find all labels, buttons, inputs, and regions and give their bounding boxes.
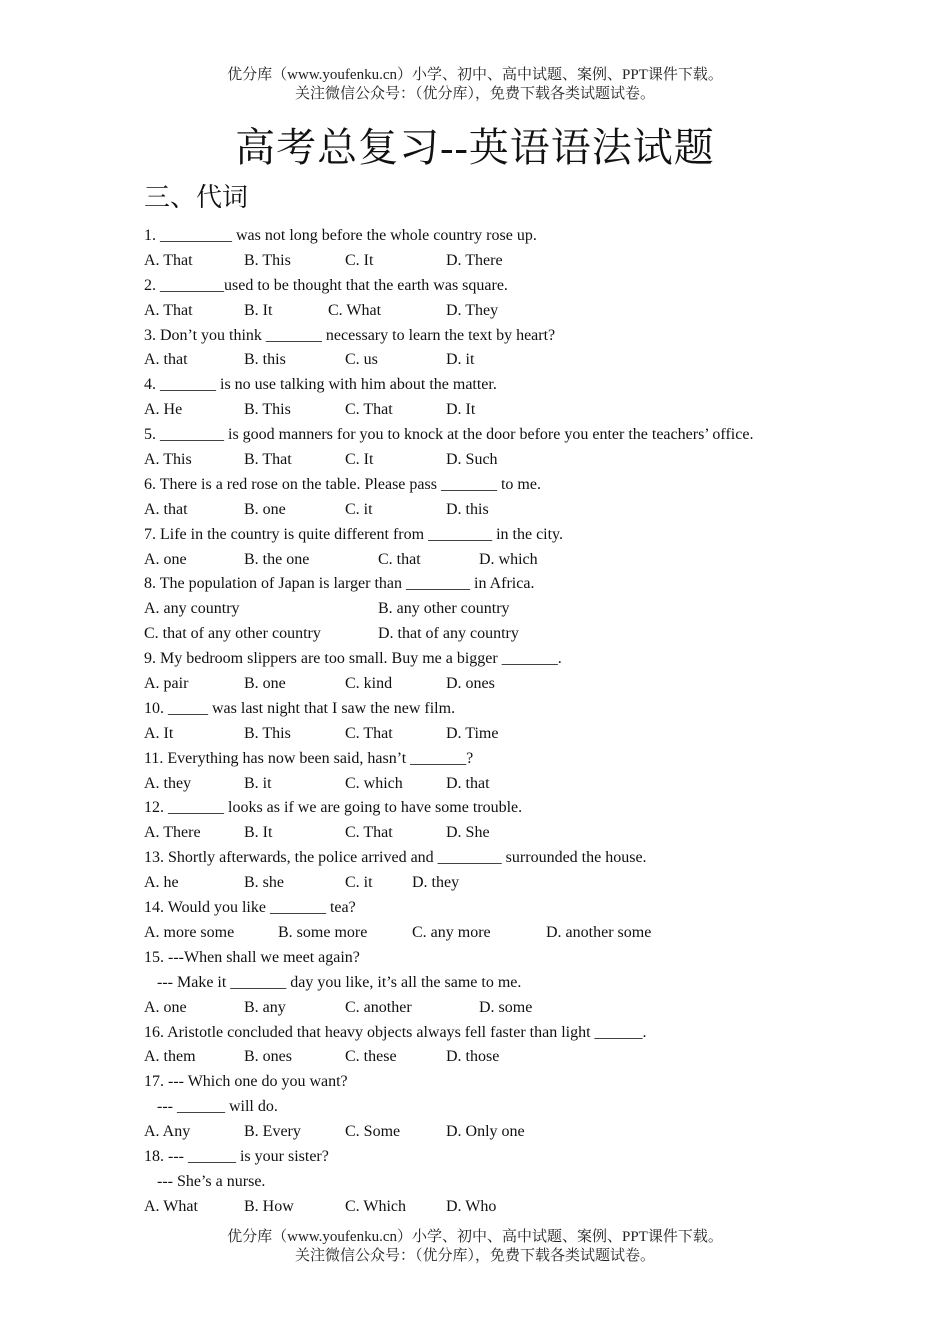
question-text: 16. Aristotle concluded that heavy objects always fell faster than light ______.	[144, 1023, 647, 1041]
answer-option: D. some	[479, 998, 533, 1016]
options-row	[144, 996, 910, 1021]
answer-option: B. any other country	[378, 600, 510, 618]
answer-option: B. It	[244, 824, 273, 842]
answer-option: C. It	[345, 451, 374, 469]
options-row	[144, 672, 910, 697]
answer-option: D. Only one	[446, 1123, 525, 1141]
answer-option: B. any	[244, 998, 286, 1016]
answer-option: B. This	[244, 724, 291, 742]
question-text: 15. ---When shall we meet again?	[144, 948, 360, 966]
options-row	[144, 597, 910, 622]
header-line-1: 优分库（www.youfenku.cn）小学、初中、高中试题、案例、PPT课件下载。	[227, 67, 723, 83]
answer-option: A. one	[144, 998, 187, 1016]
options-row	[144, 398, 910, 423]
answer-option: B. That	[244, 451, 292, 469]
options-row	[144, 1045, 910, 1070]
answer-option: D. it	[446, 351, 475, 369]
answer-option: D. another some	[546, 923, 652, 941]
question-text: 11. Everything has now been said, hasn’t _______?	[144, 749, 474, 767]
options-row	[144, 448, 910, 473]
answer-option: D. She	[446, 824, 490, 842]
options-row	[144, 1120, 910, 1145]
question-text: 7. Life in the country is quite different from ________ in the city.	[144, 525, 564, 543]
options-row	[144, 772, 910, 797]
answer-option: D. Time	[446, 724, 499, 742]
answer-option: A. What	[144, 1197, 198, 1215]
answer-option: A. pair	[144, 675, 189, 693]
answer-option: A. He	[144, 401, 183, 419]
answer-option: C. it	[345, 500, 373, 518]
answer-option: C. any more	[412, 923, 491, 941]
options-row	[144, 299, 910, 324]
answer-option: B. it	[244, 774, 272, 792]
section-heading: 三、代词	[144, 183, 249, 212]
options-row	[144, 821, 910, 846]
question-text: 14. Would you like _______ tea?	[144, 899, 356, 917]
answer-option: C. kind	[345, 675, 393, 693]
options-row	[144, 249, 910, 274]
answer-option: C. which	[345, 774, 403, 792]
answer-option: D. which	[479, 550, 538, 568]
answer-option: C. That	[345, 401, 393, 419]
question-text: 3. Don’t you think _______ necessary to learn the text by heart?	[144, 326, 556, 344]
question-list	[144, 224, 910, 1220]
answer-option: D. Such	[446, 451, 498, 469]
answer-option: D. They	[446, 301, 499, 319]
question-dialogue-line: --- She’s a nurse.	[157, 1172, 266, 1190]
document-title: 高考总复习--英语语法试题	[235, 125, 715, 170]
question-text: 4. _______ is no use talking with him about the matter.	[144, 376, 497, 394]
answer-option: B. the one	[244, 550, 310, 568]
question-text: 9. My bedroom slippers are too small. Buy me a bigger _______.	[144, 650, 562, 668]
answer-option: C. That	[345, 824, 393, 842]
answer-option: D. they	[412, 874, 460, 892]
answer-option: A. that	[144, 351, 188, 369]
options-row	[144, 548, 910, 573]
answer-option: B. This	[244, 251, 291, 269]
options-row	[144, 348, 910, 373]
answer-option: C. It	[345, 251, 374, 269]
answer-option: B. she	[244, 874, 284, 892]
answer-option: A. he	[144, 874, 179, 892]
question-text: 6. There is a red rose on the table. Please pass _______ to me.	[144, 475, 541, 493]
answer-option: C. What	[328, 301, 382, 319]
answer-option: A. It	[144, 724, 174, 742]
answer-option: C. that	[378, 550, 421, 568]
page-header	[0, 66, 950, 104]
question-text: 12. _______ looks as if we are going to have some trouble.	[144, 799, 523, 817]
header-line-2: 关注微信公众号：（优分库），免费下载各类试题试卷。	[294, 86, 655, 102]
answer-option: B. one	[244, 675, 286, 693]
answer-option: C. another	[345, 998, 412, 1016]
answer-option: A. more some	[144, 923, 235, 941]
answer-option: A. That	[144, 301, 193, 319]
answer-option: A. There	[144, 824, 201, 842]
answer-option: A. This	[144, 451, 192, 469]
options-row	[144, 871, 910, 896]
answer-option: C. that of any other country	[144, 625, 321, 643]
answer-option: A. any country	[144, 600, 240, 618]
answer-option: A. one	[144, 550, 187, 568]
question-text: 18. --- ______ is your sister?	[144, 1147, 329, 1165]
answer-option: D. that of any country	[378, 625, 519, 643]
answer-option: A. them	[144, 1048, 196, 1066]
options-row	[144, 1195, 910, 1220]
footer-line-1: 优分库（www.youfenku.cn）小学、初中、高中试题、案例、PPT课件下载。	[227, 1229, 723, 1245]
question-text: 17. --- Which one do you want?	[144, 1073, 348, 1091]
answer-option: B. some more	[278, 923, 368, 941]
answer-option: D. ones	[446, 675, 495, 693]
answer-option: A. that	[144, 500, 188, 518]
answer-option: B. one	[244, 500, 286, 518]
answer-option: B. ones	[244, 1048, 292, 1066]
answer-option: C. Some	[345, 1123, 401, 1141]
answer-option: B. It	[244, 301, 273, 319]
answer-option: A. Any	[144, 1123, 191, 1141]
question-text: 1. _________ was not long before the whole country rose up.	[144, 227, 537, 244]
options-row	[144, 921, 910, 946]
question-text: 10. _____ was last night that I saw the new film.	[144, 699, 456, 717]
options-row	[144, 498, 910, 523]
answer-option: D. Who	[446, 1197, 497, 1215]
answer-option: C. us	[345, 351, 378, 369]
answer-option: A. That	[144, 251, 193, 269]
answer-option: B. How	[244, 1197, 294, 1215]
answer-option: B. this	[244, 351, 286, 369]
question-dialogue-line: --- Make it _______ day you like, it’s all the same to me.	[157, 973, 522, 991]
answer-option: A. they	[144, 774, 192, 792]
answer-option: C. That	[345, 724, 393, 742]
answer-option: D. this	[446, 500, 489, 518]
options-row	[144, 722, 910, 747]
answer-option: D. There	[446, 251, 503, 269]
answer-option: B. Every	[244, 1123, 301, 1141]
question-dialogue-line: --- ______ will do.	[157, 1098, 278, 1116]
answer-option: C. it	[345, 874, 373, 892]
question-text: 5. ________ is good manners for you to knock at the door before you enter the teachers’ office.	[144, 426, 754, 444]
answer-option: D. It	[446, 401, 476, 419]
answer-option: B. This	[244, 401, 291, 419]
question-text: 2. ________used to be thought that the earth was square.	[144, 276, 508, 294]
answer-option: D. that	[446, 774, 490, 792]
answer-option: D. those	[446, 1048, 500, 1066]
answer-option: C. these	[345, 1048, 397, 1066]
question-text: 13. Shortly afterwards, the police arrived and ________ surrounded the house.	[144, 849, 647, 867]
page-footer	[0, 1228, 950, 1266]
footer-line-2: 关注微信公众号：（优分库），免费下载各类试题试卷。	[294, 1248, 655, 1264]
answer-option: C. Which	[345, 1197, 407, 1215]
question-text: 8. The population of Japan is larger than ________ in Africa.	[144, 575, 535, 593]
options-row	[144, 622, 910, 647]
